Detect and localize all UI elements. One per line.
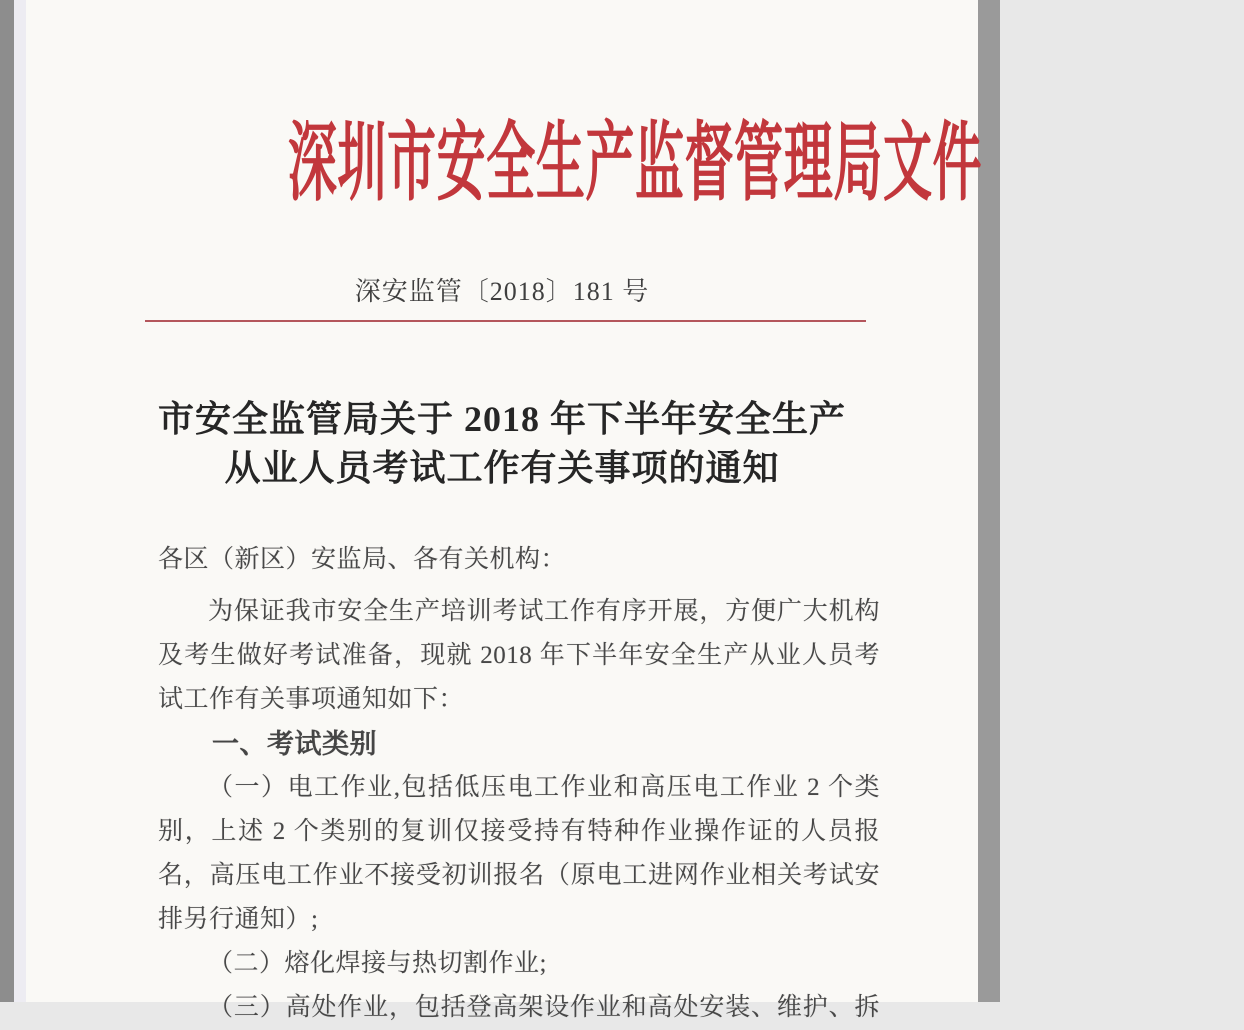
body-line: 排另行通知）; bbox=[158, 906, 319, 933]
document-body bbox=[158, 538, 880, 1030]
body-line: 试工作有关事项通知如下： bbox=[158, 686, 465, 713]
document-title bbox=[26, 395, 978, 493]
body-line: （一）电工作业,包括低压电工作业和高压电工作业 2 个类 bbox=[208, 774, 880, 801]
document-number: 深安监管〔2018〕181 号 bbox=[354, 277, 650, 306]
body-line: 及考生做好考试准备，现就 2018 年下半年安全生产从业人员考 bbox=[158, 642, 880, 669]
salutation-line: 各区（新区）安监局、各有关机构： bbox=[158, 546, 567, 573]
document-title-line1: 市安全监管局关于 2018 年下半年安全生产 bbox=[157, 399, 846, 439]
body-line: 名，高压电工作业不接受初训报名（原电工进网作业相关考试安 bbox=[158, 862, 880, 889]
scan-edge-left-highlight bbox=[14, 0, 26, 1002]
scan-edge-left bbox=[0, 0, 14, 1002]
document-title-line2: 从业人员考试工作有关事项的通知 bbox=[224, 448, 780, 488]
red-separator-line bbox=[145, 320, 866, 322]
body-line: 别，上述 2 个类别的复训仅接受持有特种作业操作证的人员报 bbox=[158, 818, 880, 845]
body-line: （二）熔化焊接与热切割作业; bbox=[208, 950, 547, 977]
letterhead-text: 深圳市安全生产监督管理局文件 bbox=[287, 115, 983, 211]
section-heading-exam-categories: 一、考试类别 bbox=[212, 729, 377, 759]
body-line: 为保证我市安全生产培训考试工作有序开展，方便广大机构 bbox=[208, 598, 880, 625]
body-line-clipped: （三）高处作业，包括登高架设作业和高处安装、维护、拆 bbox=[208, 994, 880, 1021]
agency-letterhead bbox=[26, 115, 983, 211]
